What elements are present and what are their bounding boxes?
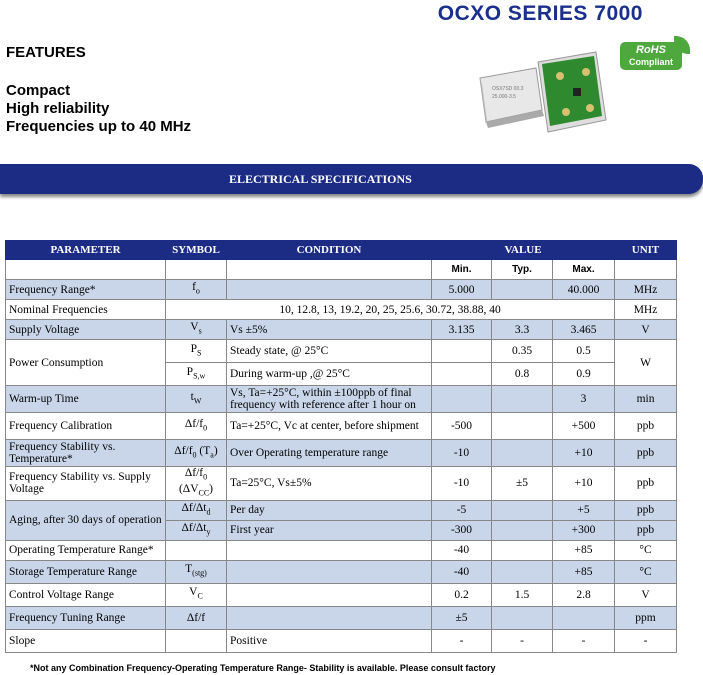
typ-cell [492,280,553,300]
max-cell: +85 [553,540,615,560]
symbol-cell: $P_{S,w}$ [166,363,227,386]
max-cell: - [553,629,615,652]
value-cell: 10, 12.8, 13, 19.2, 20, 25, 25.6, 30.72, 38.88, 40 [166,300,615,320]
feature-item: Compact [6,82,71,99]
unit-cell: MHz [615,300,677,320]
unit-cell: ppb [615,440,677,467]
table-row [6,583,677,606]
symbol-cell: $f_o$ [166,280,227,300]
cond-cell: During warm-up ,@ 25°C [227,363,432,386]
typ-cell: 3.3 [492,320,553,340]
rohs-logo [620,36,690,74]
param-cell: Slope [6,629,166,652]
table-row [6,606,677,629]
subheader-row [6,260,677,280]
unit-cell: W [615,340,677,386]
min-cell: -40 [432,560,492,583]
typ-cell: ±5 [492,467,553,501]
cond-cell: Ta=+25°C, Vc at center, before shipment [227,413,432,440]
symbol-cell: $\Delta f/f_0$ [166,413,227,440]
col-condition: CONDITION [227,241,432,260]
product-label: 25.000-3.5 [492,94,516,100]
min-cell: -10 [432,467,492,501]
section-banner [0,164,703,194]
table-row [6,629,677,652]
unit-cell: min [615,386,677,413]
typ-cell: - [492,629,553,652]
param-cell: Frequency Tuning Range [6,606,166,629]
max-cell: +5 [553,500,615,520]
table-row [6,386,677,413]
feature-item: Frequencies up to 40 MHz [6,118,192,135]
max-cell: 0.9 [553,363,615,386]
cond-cell: First year [227,520,432,540]
min-cell: 3.135 [432,320,492,340]
min-cell: -500 [432,413,492,440]
max-cell: 0.5 [553,340,615,363]
cond-cell: Vs ±5% [227,320,432,340]
cond-cell: Positive [227,629,432,652]
table-row [6,280,677,300]
param-cell: Power Consumption [6,340,166,386]
param-cell: Frequency Range* [6,280,166,300]
max-cell: +500 [553,413,615,440]
col-max: Max. [553,260,615,280]
unit-cell: V [615,320,677,340]
col-unit: UNIT [615,241,677,260]
table-row [6,320,677,340]
min-cell: 5.000 [432,280,492,300]
features-list [6,82,191,136]
param-cell: Frequency Stability vs. Temperature* [6,440,166,467]
max-cell: +10 [553,467,615,501]
max-cell: +10 [553,440,615,467]
unit-cell: °C [615,540,677,560]
param-cell: Frequency Stability vs. Supply Voltage [6,467,166,501]
rohs-text: RoHS [636,44,666,56]
rohs-badge [620,42,682,70]
col-symbol: SYMBOL [166,241,227,260]
symbol-cell: $\Delta f/\Delta t_y$ [166,520,227,540]
symbol-cell: $\Delta f/\Delta t_d$ [166,500,227,520]
max-cell: 40.000 [553,280,615,300]
cond-cell [227,280,432,300]
symbol-cell: $t_W$ [166,386,227,413]
product-photo [478,50,608,140]
header-row [6,241,677,260]
compliant-text: Compliant [629,57,673,67]
max-cell: 3 [553,386,615,413]
typ-cell: 1.5 [492,583,553,606]
unit-cell: ppb [615,520,677,540]
footnote: *Not any Combination Frequency-Operating Temperature Range- Stability is available. Please consult factory [30,663,496,673]
page-title: OCXO SERIES 7000 [437,2,643,25]
table-row [6,300,677,320]
feature-item: High reliability [6,100,110,117]
max-cell: 2.8 [553,583,615,606]
max-cell: +300 [553,520,615,540]
param-cell: Supply Voltage [6,320,166,340]
unit-cell: ppb [615,467,677,501]
symbol-cell: $T_{(stg)}$ [166,560,227,583]
unit-cell: ppb [615,413,677,440]
unit-cell: MHz [615,280,677,300]
typ-cell: 0.8 [492,363,553,386]
product-label: OSX7SD 00.3 [492,86,524,92]
unit-cell: ppb [615,500,677,520]
table-row [6,440,677,467]
symbol-cell: $\Delta f/f_0$ $(\Delta V_{CC})$ [166,467,227,501]
min-cell: -5 [432,500,492,520]
param-cell: Operating Temperature Range* [6,540,166,560]
spec-table [5,240,677,653]
banner-title: ELECTRICAL SPECIFICATIONS [229,172,412,186]
param-cell: Storage Temperature Range [6,560,166,583]
features-heading: FEATURES [6,44,86,61]
unit-cell: V [615,583,677,606]
table-row [6,467,677,501]
table-row [6,560,677,583]
typ-cell: 0.35 [492,340,553,363]
col-value: VALUE [432,241,615,260]
min-cell: -10 [432,440,492,467]
max-cell: 3.465 [553,320,615,340]
cond-cell: Steady state, @ 25°C [227,340,432,363]
table-row [6,540,677,560]
min-cell: - [432,629,492,652]
cond-cell: Per day [227,500,432,520]
min-cell: -40 [432,540,492,560]
table-row [6,413,677,440]
symbol-cell: $V_s$ [166,320,227,340]
min-cell: ±5 [432,606,492,629]
max-cell: +85 [553,560,615,583]
min-cell: 0.2 [432,583,492,606]
param-cell: Nominal Frequencies [6,300,166,320]
symbol-cell: Δf/f [166,606,227,629]
cond-cell: Vs, Ta=+25°C, within ±100ppb of final frequency with reference after 1 hour on [227,386,432,413]
param-cell: Aging, after 30 days of operation [6,500,166,540]
min-cell: -300 [432,520,492,540]
unit-cell: °C [615,560,677,583]
unit-cell: ppm [615,606,677,629]
col-min: Min. [432,260,492,280]
table-row [6,340,677,363]
symbol-cell: $P_S$ [166,340,227,363]
unit-cell: - [615,629,677,652]
col-parameter: PARAMETER [6,241,166,260]
param-cell: Frequency Calibration [6,413,166,440]
cond-cell: Over Operating temperature range [227,440,432,467]
param-cell: Control Voltage Range [6,583,166,606]
cond-cell: Ta=25°C, Vs±5% [227,467,432,501]
symbol-cell: $V_C$ [166,583,227,606]
symbol-cell: $\Delta f/f_0$ $(T_a)$ [166,440,227,467]
param-cell: Warm-up Time [6,386,166,413]
col-typ: Typ. [492,260,553,280]
table-row [6,500,677,520]
